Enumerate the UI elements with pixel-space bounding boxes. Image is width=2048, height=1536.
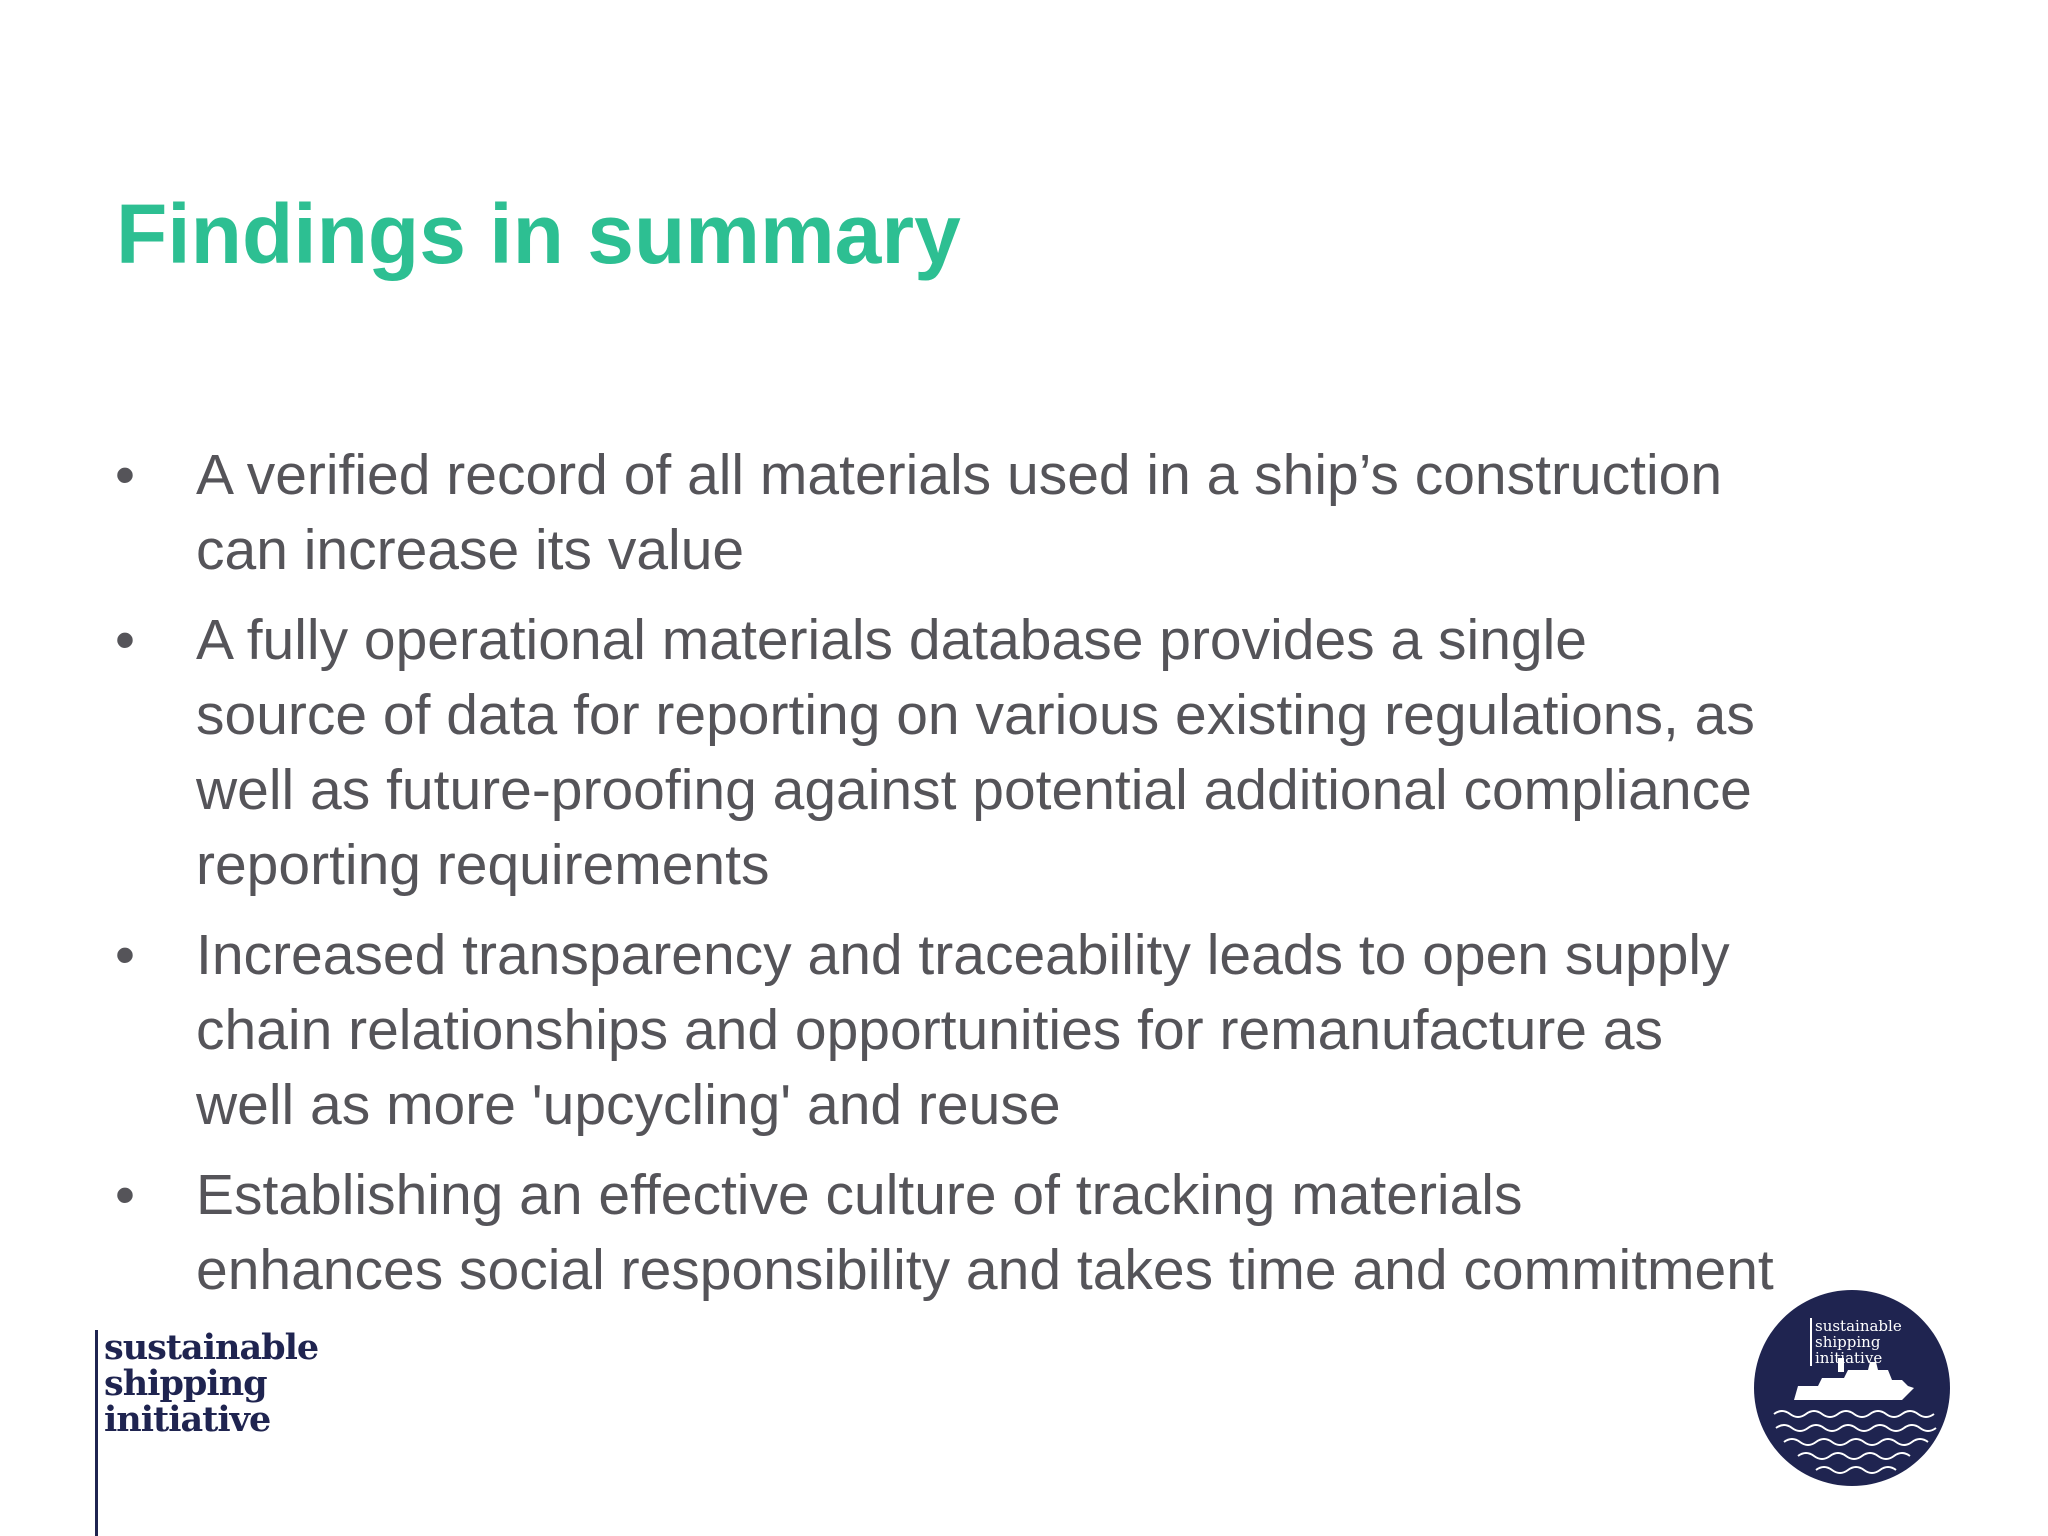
bullet-icon: • [115,608,135,672]
list-item [110,603,1990,903]
list-item [110,438,1990,588]
slide-title: Findings in summary [116,187,961,281]
bullet-text: Establishing an effective culture of tracking materials enhances social responsibility and takes time and commitment [196,1163,1774,1302]
bullet-text: A verified record of all materials used in a ship’s construction can increase its value [196,443,1723,582]
list-item [110,918,1990,1143]
findings-list [110,438,1990,1323]
bullet-icon: • [115,1163,135,1227]
logo-wordmark: sustainable shipping initiative [104,1327,319,1440]
sustainable-shipping-initiative-logo [95,1327,319,1536]
bullet-text: A fully operational materials database provides a single source of data for reporting on various existing regulations, as well as future-proofing against potential additional compliance reporting requirements [196,608,1755,897]
bullet-text: Increased transparency and traceability leads to open supply chain relationships and opportunities for remanufacture as well as more 'upcycling' and reuse [196,923,1730,1137]
bullet-icon: • [115,923,135,987]
list-item [110,1158,1990,1308]
ssi-badge-logo [1752,1288,1952,1488]
badge-wordmark: sustainable shipping initiative [1810,1318,1902,1366]
bullet-icon: • [115,443,135,507]
